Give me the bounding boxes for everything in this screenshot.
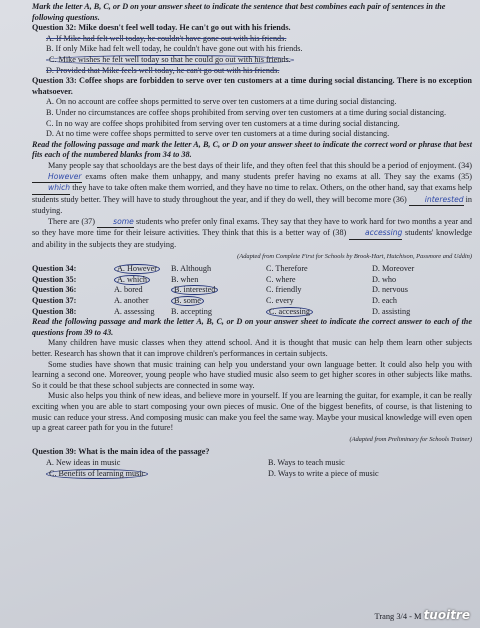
watermark-logo: tuoitre [423,608,470,622]
q38-row [32,307,472,318]
passage1-text: Many people say that schooldays are the best days of their life, and they often feel that this should be a period of enjoyment. (34) [48,160,472,170]
option-a: A. bored [114,285,143,295]
answer-circle [266,307,313,317]
q39-option-d: D. Ways to write a piece of music [268,468,379,478]
q33-option-d: D. At no time were coffee shops permitted to serve over ten customers at a time during social distancing. [46,129,390,139]
option-d: D. Moreover [372,264,415,274]
q-label: Question 37: [32,296,77,306]
q32-stem: Question 32: Mike doesn't feel well today. He can't go out with his friends. [32,23,291,33]
option-b: B. accepting [171,306,212,316]
option-text: A. which [117,274,148,284]
q32-option-b: B. If only Mike had felt well today, he couldn't have gone out with his friends. [46,44,303,54]
answer-circle [114,264,160,274]
q39-options-row1 [46,458,472,469]
option-c [266,307,372,318]
option-d: D. each [372,296,398,306]
option-b [171,296,266,307]
q39-option-b: B. Ways to teach music [268,457,345,467]
page-content [32,2,472,479]
option-c: C. Therefore [266,264,308,274]
answer-circle [46,55,294,65]
option-b [171,285,266,296]
q-label: Question 34: [32,264,77,274]
option-c: C. friendly [266,285,302,295]
instruction-q39-43: Read the following passage and mark the letter A, B, C, or D on your answer sheet to indicate the correct answer to each of the questions from 39 to 43. [32,317,472,337]
q39-option-c [46,469,268,480]
q-label: Question 36: [32,285,77,295]
passage2-paragraph2: Some studies have shown that music training can help you understand your own language better. It could also help you with learning a second one. Moreover, young people who have studied music also seem to get higher scores in other subjects like maths. So it could be that these school subjects are connected in some way. [32,359,472,390]
q32-option-d: D. Provided that Mike feels well today, he can't go out with his friends. [46,65,280,75]
q33-stem: Question 33: Coffee shops are forbidden to serve over ten customers at a time during social distancing. There is no exception whatsoever. [32,76,472,96]
passage1-text: exams often make them unhappy, and many students prefer having no exams at all. They say the exams (35) [85,171,473,181]
q32-option-c-text: C. Mike wishes he felt well today so that he could go out with his friends. [49,54,291,64]
answer-circle [114,275,150,285]
handwritten-answer-37: some [97,217,134,229]
page-number: Trang 3/4 - M [374,612,422,621]
passage1-text: they have to take often make them worried, and they have no time to relax. Others, on the other hand, say that exams help students study better. They will have to study throughout the year, and if they do well, they will become more (36) [32,183,473,204]
option-d: D. who [372,274,397,284]
q39-stem: Question 39: What is the main idea of the passage? [32,447,210,457]
q39-option-c-text: C. Benefits of learning music [49,468,146,478]
option-text: C. accessing [269,306,310,316]
answer-circle [171,285,218,295]
q39-option-a: A. New ideas in music [46,457,121,467]
q-label: Question 38: [32,306,77,316]
option-text: B. interested [174,285,216,295]
option-text: B. some [174,296,201,306]
passage1-source: (Adapted from Complete First for Schools by Brook-Hart, Hutchison, Passmore and Uddin) [237,252,472,260]
passage1-text: in studying. [32,194,472,216]
option-d: D. nervous [372,285,408,295]
option-a [114,264,171,275]
page-footer [375,608,470,622]
q32-option-c [46,55,472,66]
passage1-text: students who prefer only final exams. They say that they have to work hard for two months a year and so they have more time for their leisure activities. They think that this is a better way of (38) [32,216,473,238]
handwritten-answer-36: interested [409,195,464,207]
q33-option-b: B. Under no circumstances are coffee shops prohibited from serving over ten customers at a time during social distancing. [46,107,447,117]
answer-circle [46,469,148,479]
q35-row [32,275,472,286]
q-label: Question 35: [32,274,77,284]
option-d: D. assisting [372,306,411,316]
passage2-source: (Adapted from Preliminary for Schools Trainer) [349,435,472,443]
instruction-q32-33: Mark the letter A, B, C, or D on your answer sheet to indicate the sentence that best combines each pair of sentences in the following questions. [32,2,446,22]
q37-row [32,296,472,307]
option-c: C. every [266,296,294,306]
option-c: C. where [266,274,296,284]
option-b: B. Although [171,264,212,274]
passage1-paragraph2 [32,217,472,251]
passage2-paragraph1: Many children have music classes when they attend school. And it is thought that music can help them learn other subjects better. Research has shown that it can improve children's performances in certain subjects. [32,338,472,358]
q39-options-row2 [46,469,472,480]
option-b: B. when [171,274,199,284]
handwritten-answer-38: accessing [349,228,402,240]
option-text: A. However [117,264,158,274]
answer-circle [171,296,204,306]
passage1-paragraph1 [32,161,472,217]
handwritten-answer-35: which [32,183,70,195]
passage1-text: students' knowledge and ability in the subjects they are studying. [32,228,472,250]
q34-row [32,264,472,275]
passage1-text: There are (37) [48,216,95,226]
q32-option-a: A. If Mike had felt well today, he couldn't have gone out with his friends. [46,33,287,43]
passage2-paragraph3: Music also helps you think of new ideas, and believe more in yourself. If you are learning the guitar, for example, it can be really exciting when you are able to start composing your own pieces of music. One of the biggest benefits, of course, is that listening to music can reduce your stress. And composing music can make you feel the same way. Maybe your musical knowledge will even open up a great career path for you in the future! [32,391,472,433]
handwritten-answer-34: However [32,172,82,184]
option-a: A. another [114,296,149,306]
option-a [114,275,171,286]
instruction-q34-38: Read the following passage and mark the letter A, B, C, or D on your answer sheet to indicate the correct word or phrase that best fits each of the numbered blanks from 34 to 38. [32,139,472,160]
q36-row [32,285,472,296]
q33-option-c: C. In no way are coffee shops prohibited from serving over ten customers at a time during social distancing. [46,118,400,128]
option-a: A. assessing [114,306,155,316]
q33-option-a: A. On no account are coffee shops permitted to serve over ten customers at a time during social distancing. [46,97,397,107]
